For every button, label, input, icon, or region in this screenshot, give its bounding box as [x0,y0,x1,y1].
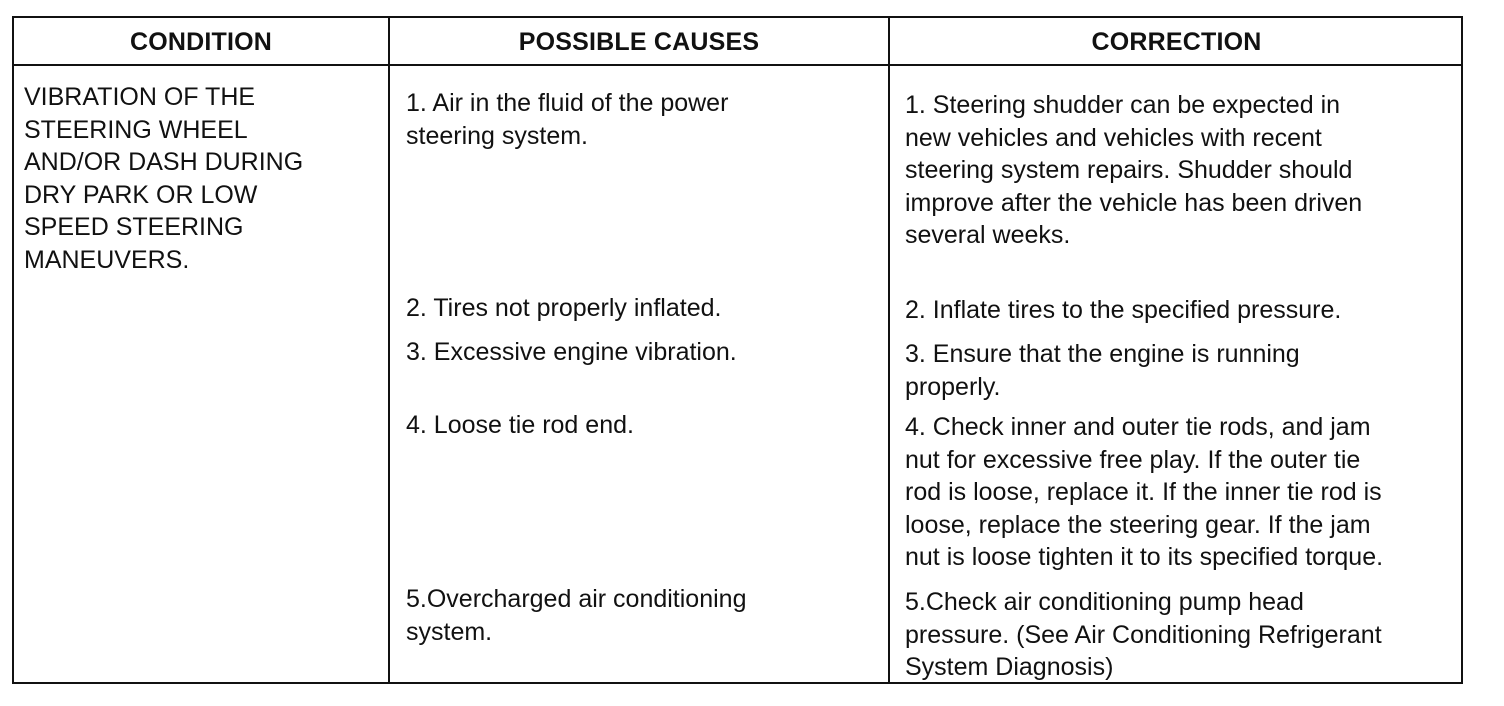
cause-3: 3. Excessive engine vibration. [406,338,737,366]
header-possible-causes: POSSIBLE CAUSES [518,27,760,56]
header-condition: CONDITION [129,27,273,56]
correction-3: 3. Ensure that the engine is running properly. [905,340,1300,401]
condition-text: VIBRATION OF THE STEERING WHEEL AND/OR DASH DURING DRY PARK OR LOW SPEED STEERING MANEUVERS. [24,83,304,274]
cause-4: 4. Loose tie rod end. [406,411,634,439]
correction-1: 1. Steering shudder can be expected in new vehicles and vehicles with recent steering system repairs. Shudder should improve after the vehicle has been driven several weeks. [905,91,1363,250]
correction-4: 4. Check inner and outer tie rods, and jam nut for excessive free play. If the outer tie rod is loose, replace it. If the inner tie rod is loose, replace the steering gear. If the jam nut is loose tighten it to its specified torque. [905,413,1384,572]
column-divider-2 [888,18,890,682]
correction-5: 5.Check air conditioning pump head pressure. (See Air Conditioning Refrigerant System Diagnosis) [905,588,1382,682]
column-divider-1 [388,18,390,682]
cause-1: 1. Air in the fluid of the power steering system. [406,89,729,150]
cause-5: 5.Overcharged air conditioning system. [406,585,747,646]
correction-2: 2. Inflate tires to the specified pressure. [905,296,1342,324]
diagnosis-table [12,16,1463,684]
cause-2: 2. Tires not properly inflated. [406,294,722,322]
header-correction: CORRECTION [1091,27,1262,56]
